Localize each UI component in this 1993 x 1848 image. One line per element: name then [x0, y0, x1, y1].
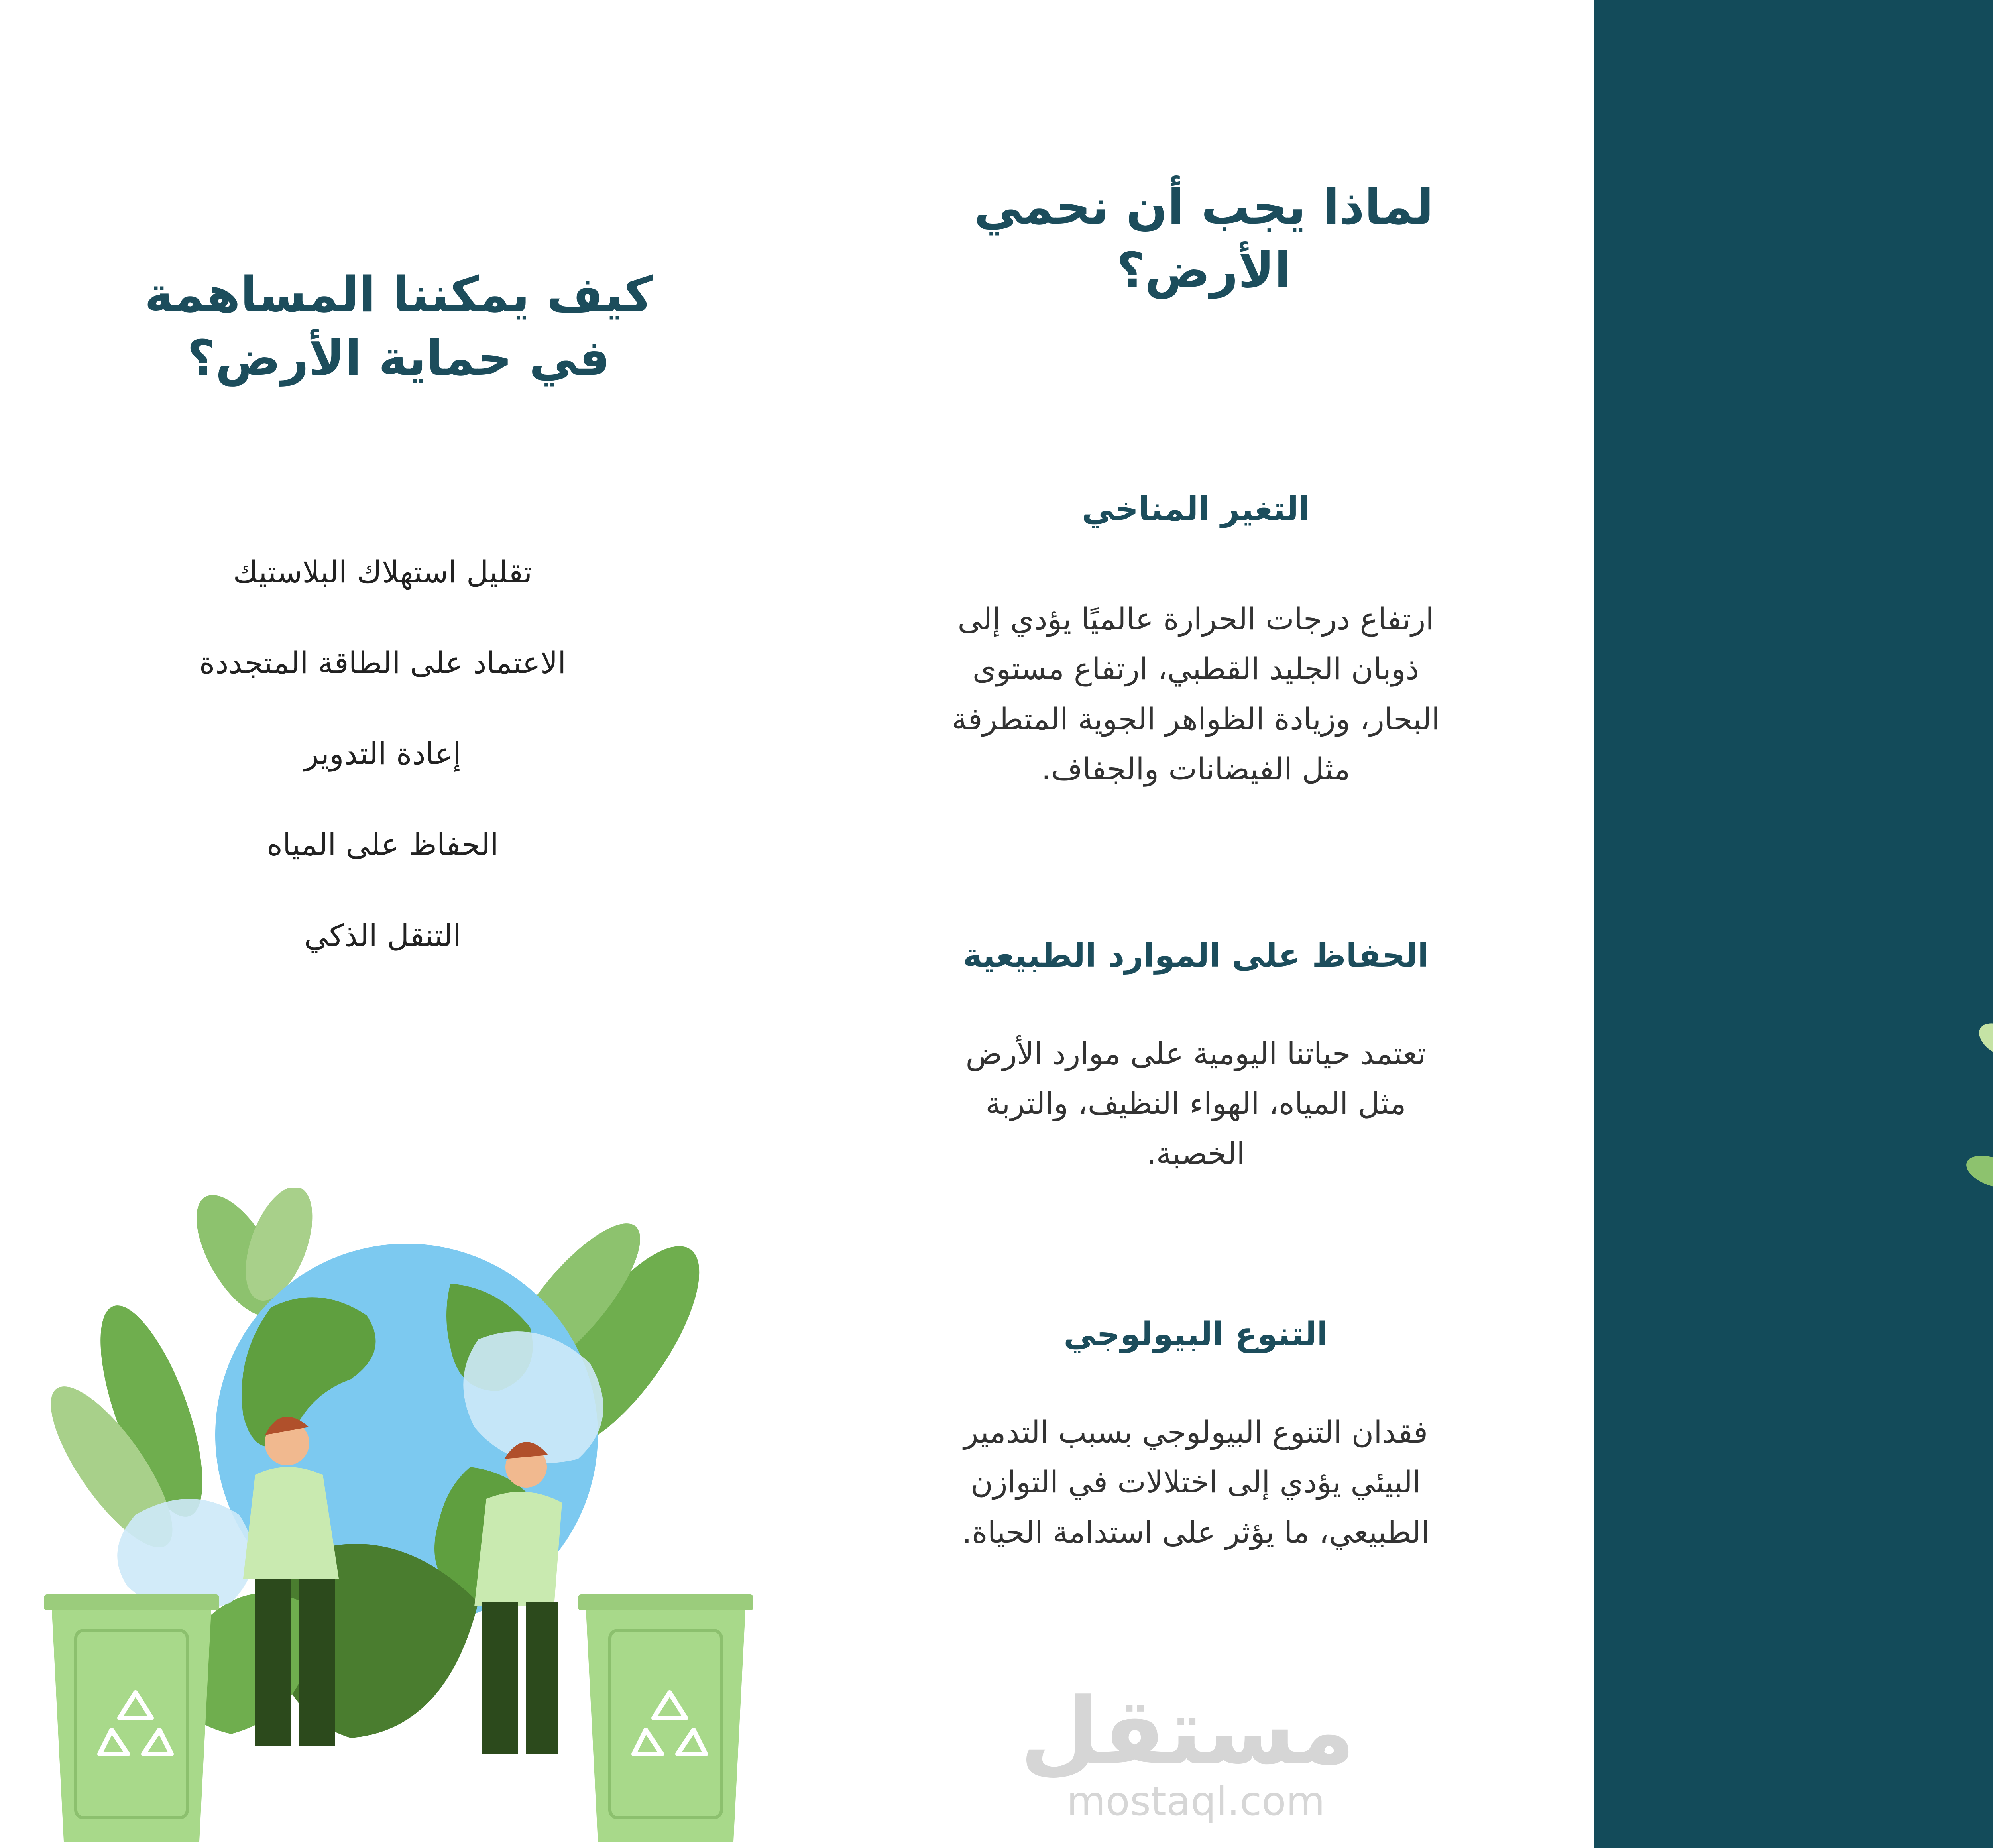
- section-text: تعتمد حياتنا اليومية على موارد الأرض مثل المياه، الهواء النظيف، والتربة الخصبة.: [965, 1036, 1426, 1171]
- middle-title: لماذا يجب أن نحمي الأرض؟: [974, 179, 1434, 299]
- list-item: التنقل الذكي: [304, 918, 461, 953]
- section-text: ارتفاع درجات الحرارة عالميًا يؤدي إلى ذوبان الجليد القطبي، ارتفاع مستوى البحار، وزيادة الظواهر الجوية المتطرفة مثل الفيضانات والجفاف.: [951, 601, 1440, 787]
- recycle-icon: [96, 1686, 175, 1758]
- recycle-icon: [630, 1686, 710, 1758]
- panel-left: [0, 0, 797, 1848]
- tree-illustration: [1873, 857, 1993, 1848]
- watermark-latin: mostaql.com: [1067, 1778, 1325, 1824]
- actions-list: [120, 554, 646, 1009]
- list-item: تقليل استهلاك البلاستيك: [233, 554, 533, 590]
- watermark: [1020, 1679, 1355, 1824]
- section-heading: التغير المناخي: [1082, 490, 1310, 528]
- watermark-arabic: مستقل: [1020, 1679, 1355, 1785]
- list-item: إعادة التدوير: [304, 736, 462, 771]
- section-heading: الحفاظ على الموارد الطبيعية: [963, 937, 1429, 975]
- section-text: فقدان التنوع البيولوجي بسبب التدمير البيئي يؤدي إلى اختلالات في التوازن الطبيعي، ما يؤثر على استدامة الحياة.: [962, 1414, 1430, 1550]
- left-title: كيف يمكننا المساهمة في حماية الأرض؟: [144, 266, 653, 386]
- section-heading: التنوع البيولوجي: [1063, 1315, 1328, 1353]
- list-item: الاعتماد على الطاقة المتجددة: [199, 645, 566, 680]
- panel-right: [1594, 0, 1993, 1848]
- list-item: الحفاظ على المياه: [267, 827, 499, 862]
